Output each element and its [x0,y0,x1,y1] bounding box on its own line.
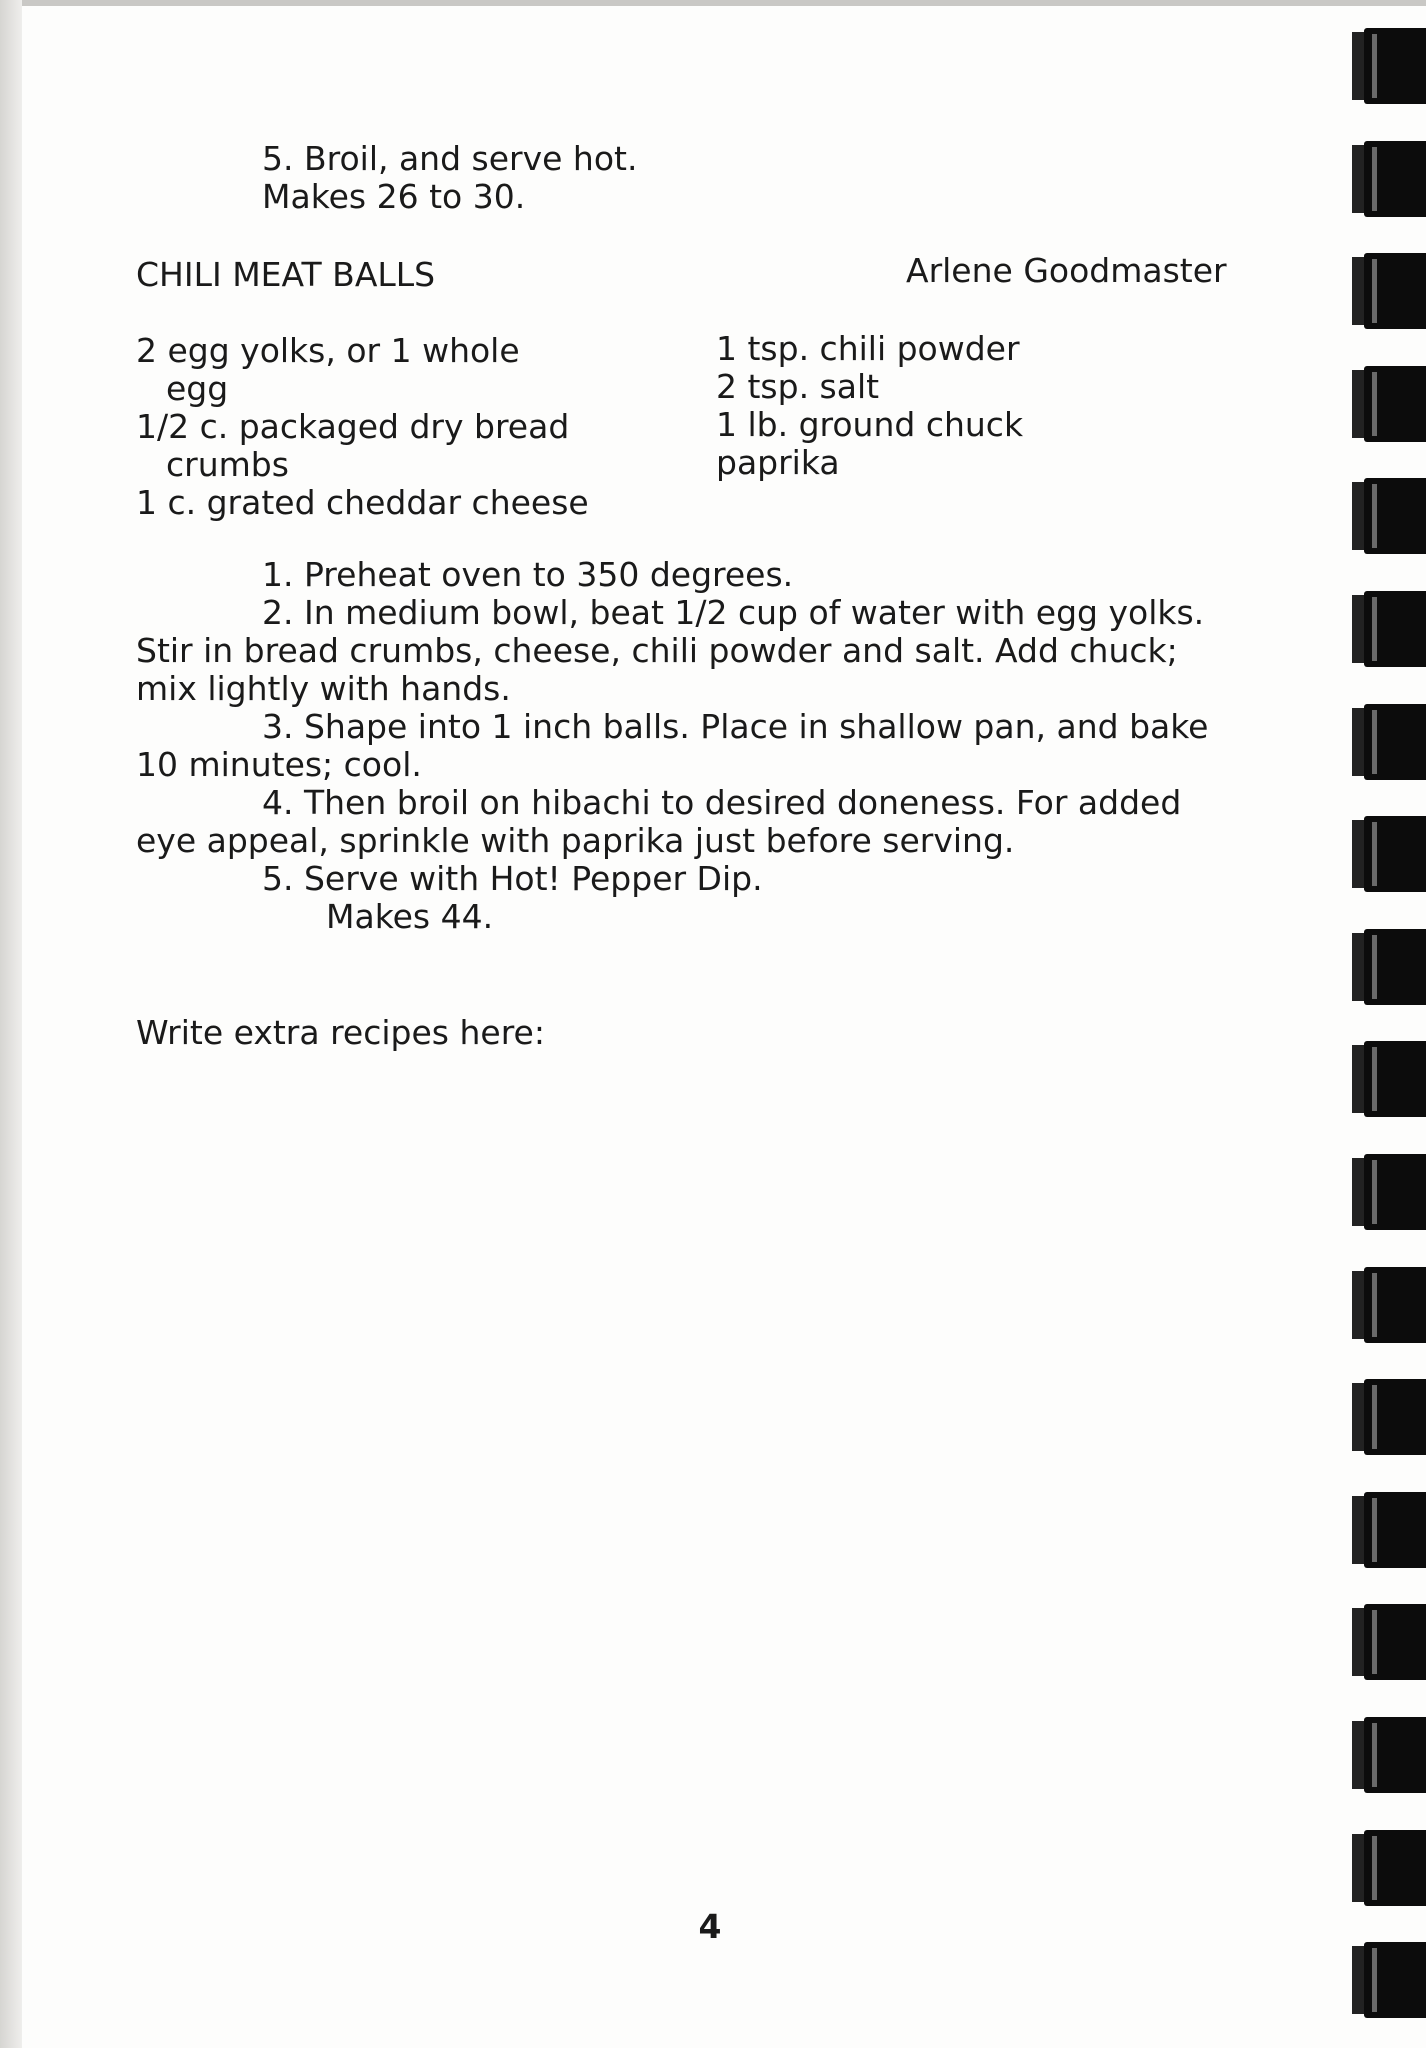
step-2-first-line: 2. In medium bowl, beat 1/2 cup of water with egg yolks. [262,593,1205,632]
step-4-continuation: eye appeal, sprinkle with paprika just before serving. [136,821,1015,860]
binding-coil [1344,1154,1426,1230]
step-3-continuation: 10 minutes; cool. [136,745,422,784]
spiral-binding [1344,0,1426,2048]
ingredient-right: paprika [716,443,840,482]
step-4-first-line: 4. Then broil on hibachi to desired doneness. For added [262,783,1182,822]
ingredient-left: crumbs [166,445,289,484]
binding-coil [1344,366,1426,442]
binding-coil [1344,1604,1426,1680]
ingredient-right: 1 tsp. chili powder [716,329,1020,368]
recipe-yield: Makes 44. [326,897,494,936]
ingredient-left: 1/2 c. packaged dry bread [136,407,570,446]
step-1: 1. Preheat oven to 350 degrees. [262,555,794,594]
binding-coil [1344,478,1426,554]
binding-coil [1344,253,1426,329]
binding-coil [1344,1379,1426,1455]
binding-coil [1344,28,1426,104]
ingredient-right: 1 lb. ground chuck [716,405,1024,444]
binding-coil [1344,1492,1426,1568]
ingredient-left: 2 egg yolks, or 1 whole [136,331,520,370]
previous-recipe-yield: Makes 26 to 30. [262,177,526,216]
step-5: 5. Serve with Hot! Pepper Dip. [262,859,763,898]
page-number: 4 [698,1907,722,1946]
binding-coil [1344,1717,1426,1793]
binding-coil [1344,1830,1426,1906]
recipe-author: Arlene Goodmaster [906,251,1227,290]
binding-coil [1344,141,1426,217]
page-left-edge [0,0,22,2048]
page-top-edge [0,0,1426,6]
ingredient-left: egg [166,369,229,408]
recipe-title: CHILI MEAT BALLS [136,255,436,294]
extra-recipes-label: Write extra recipes here: [136,1013,545,1052]
step-3-first-line: 3. Shape into 1 inch balls. Place in shallow pan, and bake [262,707,1209,746]
ingredient-left: 1 c. grated cheddar cheese [136,483,589,522]
ingredient-right: 2 tsp. salt [716,367,880,406]
binding-coil [1344,1942,1426,2018]
step-2-continuation: Stir in bread crumbs, cheese, chili powder and salt. Add chuck; mix lightly with hands. [136,631,1178,708]
binding-coil [1344,816,1426,892]
binding-coil [1344,704,1426,780]
binding-coil [1344,1041,1426,1117]
binding-coil [1344,929,1426,1005]
previous-recipe-step-5: 5. Broil, and serve hot. [262,139,638,178]
binding-coil [1344,591,1426,667]
binding-coil [1344,1267,1426,1343]
